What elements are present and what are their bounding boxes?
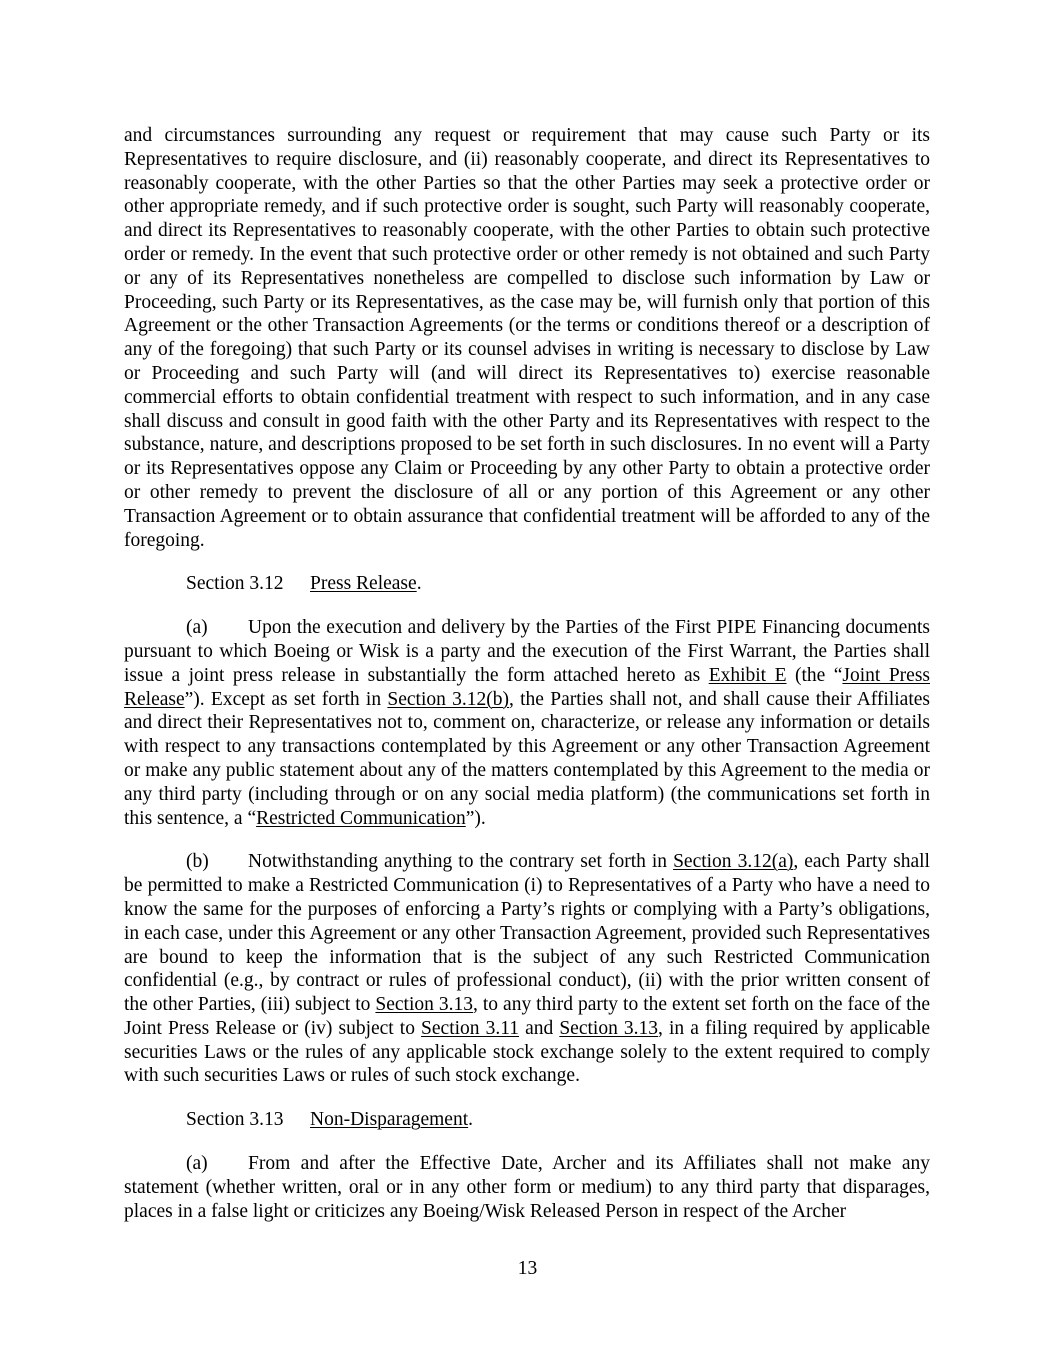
para-text: and [519, 1017, 560, 1039]
section-3-13-title-suffix: . [468, 1109, 473, 1131]
section-3-12-title-suffix: . [416, 573, 422, 595]
para-text: (the “ [786, 664, 843, 686]
para-text: Notwithstanding anything to the contrary set forth in [248, 851, 674, 873]
exhibit-e-reference: Exhibit E [708, 664, 787, 686]
section-3-12-para-a [124, 616, 930, 830]
section-3-12-b-reference: Section 3.12(b) [387, 688, 509, 710]
para-text: From and after the Effective Date, Archer and its Affiliates shall not make any statement (whether written, oral or in any other form or medium) to any third party that disparages, places in a false light or criticizes any Boeing/Wisk Released Person in respect of the Archer [124, 1153, 930, 1222]
page-number: 13 [517, 1258, 538, 1279]
para-text: , in a filing required by applicable securities Laws or the rules of any applicable stock exchange solely to the extent required to comply with such securities Laws or rules of such stock exchange. [124, 1017, 930, 1087]
section-3-13-number: Section 3.13 [186, 1109, 284, 1131]
para-label: (a) [186, 617, 208, 639]
intro-paragraph: and circumstances surrounding any request or requirement that may cause such Party or its Representatives to require disclosure, and (ii) reasonably cooperate, and direct its Representatives to reasonably cooperate, with the other Parties so that the other Parties may seek a protective order or other appropriate remedy, and if such protective order is sought, such Party will reasonably cooperate, and direct its Representatives to reasonably cooperate, with the other Parties to obtain such protective order or remedy. In the event that such protective order or other remedy is not obtained and such Party or any of its Representatives nonetheless are compelled to disclose such information by Law or Proceeding, such Party or its Representatives, as the case may be, will furnish only that portion of this Agreement or the other Transaction Agreements (or the terms or conditions thereof or a description of any of the foregoing) that such Party or its counsel advises in writing is necessary to disclose by Law or Proceeding and such Party will (and will direct its Representatives to) exercise reasonable commercial efforts to obtain confidential treatment with respect to such information, and in any case shall discuss and consult in good faith with the other Party and its Representatives with respect to the substance, nature, and descriptions proposed to be set forth in such disclosures. In no event will a Party or its Representatives oppose any Claim or Proceeding by any other Party to obtain a protective order or other remedy to prevent the disclosure of all or any portion of this Agreement or any other Transaction Agreement or to obtain assurance that confidential treatment will be afforded to any of the foregoing. [124, 125, 930, 551]
para-text: Upon the execution and delivery by the Parties of the First PIPE Financing documents pursuant to which Boeing or Wisk is a party and the execution of the First Warrant, the Parties shall issue a joint press release in substantially the form attached hereto as [124, 617, 930, 686]
section-3-13-heading [124, 1108, 930, 1132]
para-text: , to any third party to the extent set forth on the face of the Joint Press Release or (iv) subject to [124, 994, 930, 1039]
section-3-13-reference: Section 3.13 [375, 994, 474, 1016]
para-text: ”). [465, 807, 486, 829]
section-3-12-title: Press Release [310, 573, 417, 595]
section-3-13-title: Non-Disparagement [310, 1109, 469, 1131]
section-3-12-heading [124, 572, 930, 596]
defined-term-joint-press-release: Joint Press Release [124, 664, 930, 710]
section-3-11-reference: Section 3.11 [421, 1017, 520, 1039]
document-page [124, 124, 930, 1223]
defined-term-restricted-communication: Restricted Communication [256, 807, 466, 829]
section-3-13-para-a [124, 1152, 930, 1223]
section-3-12-a-reference: Section 3.12(a) [673, 851, 794, 873]
section-3-13-reference: Section 3.13 [559, 1017, 659, 1039]
para-text: ”). Except as set forth in [184, 688, 388, 710]
para-label: (a) [186, 1153, 208, 1175]
para-label: (b) [186, 851, 209, 873]
para-text: , the Parties shall not, and shall cause their Affiliates and direct their Representatives not to, comment on, characterize, or release any information or details with respect to any transactions contemplated by this Agreement or any other Transaction Agreement or make any public statement about any of the matters contemplated by this Agreement to the media or any third party (including through or on any social media platform) (the communications set forth in this sentence, a “ [124, 688, 930, 829]
para-text: , each Party shall be permitted to make a Restricted Communication (i) to Representatives of a Party who have a need to know the same for the purposes of enforcing a Party’s rights or complying with a Party’s obligations, in each case, under this Agreement or any other Transaction Agreement, provided such Representatives are bound to keep the information that is the subject of any such Restricted Communication confidential (e.g., by contract or rules of professional conduct), (ii) with the prior written consent of the other Parties, (iii) subject to [124, 851, 930, 1016]
section-3-12-para-b [124, 850, 930, 1088]
section-3-12-number: Section 3.12 [186, 573, 284, 595]
